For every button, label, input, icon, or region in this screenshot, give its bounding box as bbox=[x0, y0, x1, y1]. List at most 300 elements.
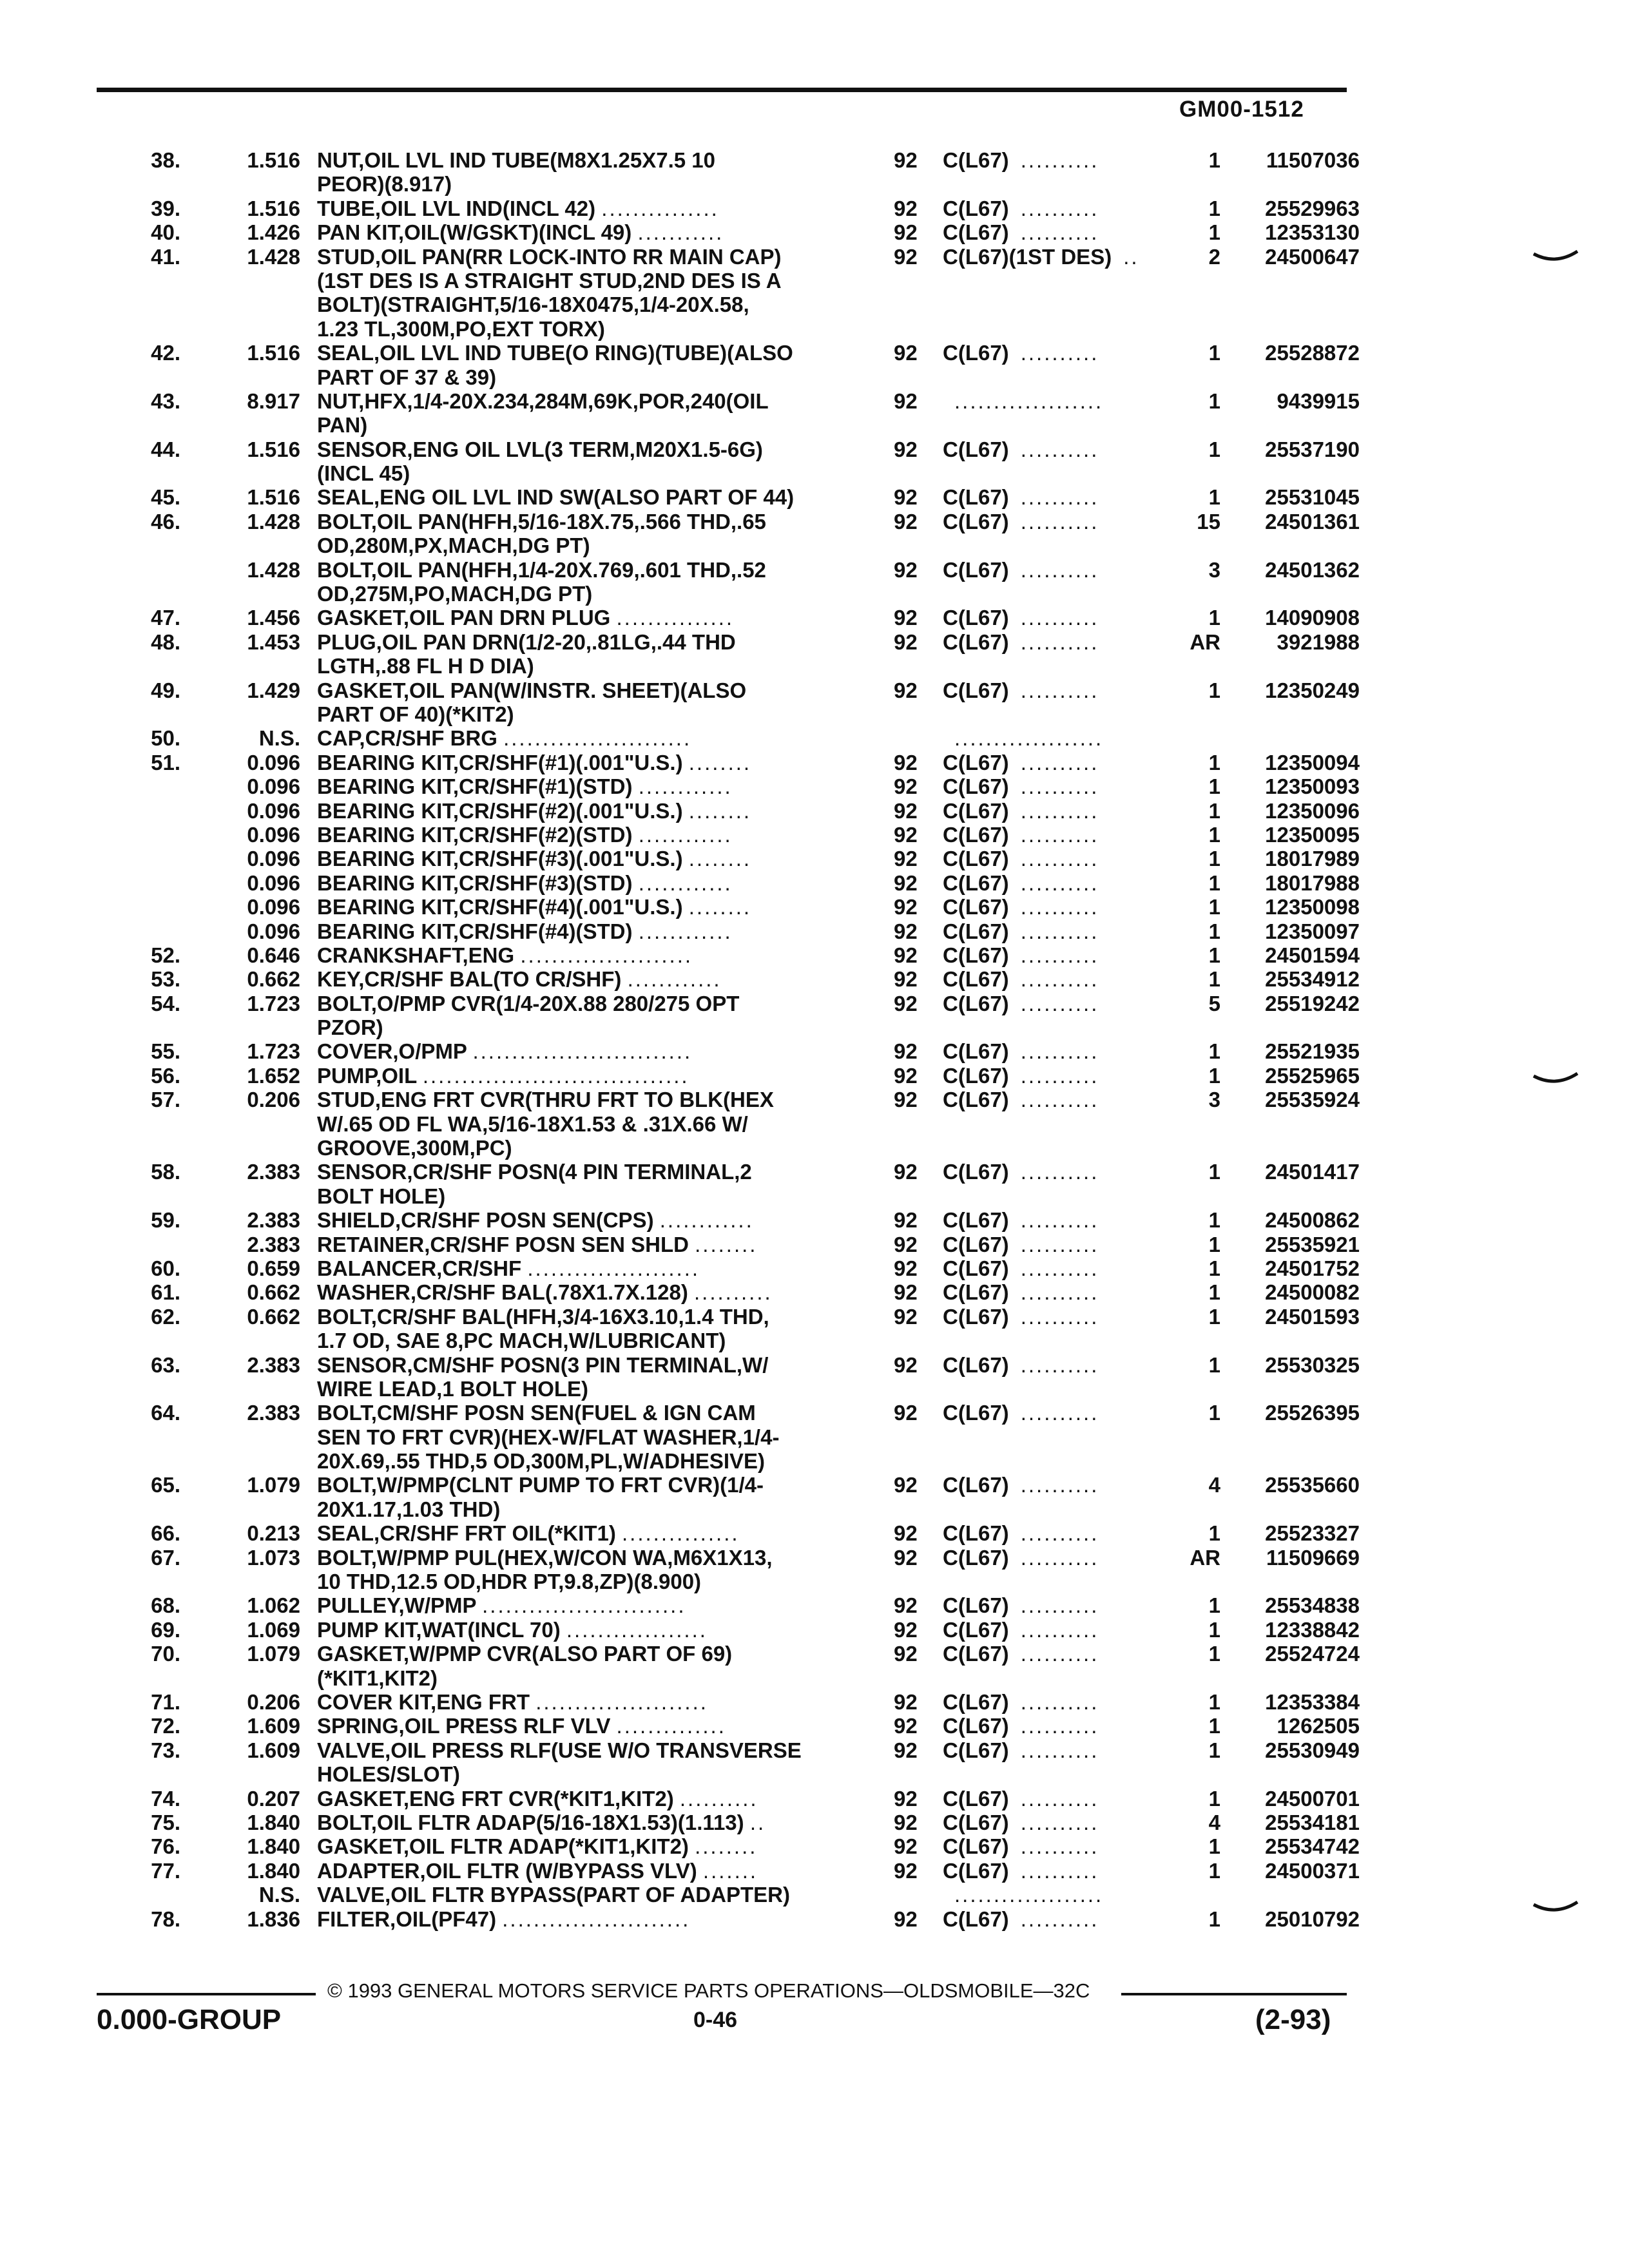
group-number: 1.516 bbox=[247, 437, 300, 461]
part-detail: OD,275M,PO,MACH,DG PT) bbox=[317, 582, 593, 606]
part-name: GASKET bbox=[317, 606, 403, 630]
leader-dots: ............ bbox=[638, 774, 733, 799]
part-detail: ,CR/SHF FRT OIL(*KIT1) bbox=[374, 1521, 616, 1546]
part-description bbox=[317, 1473, 764, 1497]
leader-dots: .......... bbox=[1020, 196, 1099, 220]
part-name: SENSOR bbox=[317, 437, 407, 461]
part-detail: PART OF 40)(*KIT2) bbox=[317, 702, 514, 726]
model-year: 92 bbox=[894, 1642, 918, 1666]
part-description bbox=[317, 992, 739, 1015]
leader-dots: .......... bbox=[1020, 774, 1099, 799]
group-number: 0.662 bbox=[247, 1280, 300, 1305]
group-number: N.S. bbox=[258, 1883, 300, 1907]
part-number: 25010792 bbox=[1265, 1907, 1360, 1931]
part-detail: WIRE LEAD,1 BOLT HOLE) bbox=[317, 1376, 589, 1401]
part-detail: 1.7 OD, SAE 8,PC MACH,W/LUBRICANT) bbox=[317, 1329, 726, 1353]
application-code: C(L67) bbox=[943, 557, 1009, 582]
application bbox=[943, 1256, 1099, 1280]
part-detail: OD,280M,PX,MACH,DG PT) bbox=[317, 533, 590, 558]
leader-dots: .......... bbox=[1020, 1738, 1099, 1762]
application bbox=[943, 1762, 954, 1786]
part-row bbox=[0, 413, 1629, 437]
part-detail: PART OF 37 & 39) bbox=[317, 365, 497, 389]
application bbox=[943, 197, 1099, 220]
part-description bbox=[317, 510, 766, 533]
ref-number: 73. bbox=[151, 1738, 180, 1762]
application-code: C(L67) bbox=[943, 1858, 1009, 1883]
part-name: BEARING KIT bbox=[317, 774, 453, 799]
group-number: 1.652 bbox=[247, 1063, 300, 1088]
part-description bbox=[317, 1039, 692, 1063]
quantity: 1 bbox=[1208, 389, 1220, 413]
leader-dots: .......... bbox=[1020, 1617, 1099, 1642]
ref-number: 43. bbox=[151, 389, 180, 413]
part-name: STUD bbox=[317, 244, 375, 269]
part-name: SEAL bbox=[317, 341, 374, 365]
model-year: 92 bbox=[894, 919, 918, 943]
application-code: C(L67) bbox=[943, 1401, 1009, 1425]
part-detail: ,OIL PRESS RLF(USE W/O TRANSVERSE bbox=[385, 1738, 802, 1762]
part-description bbox=[317, 461, 410, 485]
part-number: 24501362 bbox=[1265, 557, 1360, 582]
part-name: GASKET bbox=[317, 1786, 403, 1811]
part-name: PUMP KIT bbox=[317, 1617, 416, 1642]
quantity: 1 bbox=[1208, 1256, 1220, 1280]
application bbox=[943, 389, 1103, 413]
part-row bbox=[0, 751, 1629, 774]
part-detail: ,W/PMP(CLNT PUMP TO FRT CVR)(1/4- bbox=[371, 1473, 764, 1497]
part-name: BOLT bbox=[317, 991, 371, 1015]
part-row bbox=[0, 726, 1629, 750]
part-detail: ,CR/SHF(#2)(.001"U.S.) bbox=[452, 798, 683, 823]
part-detail: HOLES/SLOT) bbox=[317, 1762, 460, 1787]
model-year: 92 bbox=[894, 220, 918, 245]
application-code: C(L67) bbox=[943, 196, 1009, 220]
ref-number: 57. bbox=[151, 1088, 180, 1112]
ref-number: 47. bbox=[151, 606, 180, 630]
part-name: COVER bbox=[317, 1039, 393, 1064]
leader-dots: .......... bbox=[1020, 1401, 1099, 1425]
application-code: C(L67) bbox=[943, 1039, 1009, 1064]
part-name: SEAL bbox=[317, 1521, 374, 1546]
part-detail: BOLT HOLE) bbox=[317, 1184, 446, 1208]
application bbox=[943, 1642, 1099, 1666]
part-description bbox=[317, 919, 733, 943]
quantity: 1 bbox=[1208, 1160, 1220, 1184]
part-detail: ,CR/SHF BRG bbox=[359, 726, 497, 751]
part-description bbox=[317, 751, 751, 774]
application bbox=[943, 823, 1099, 847]
group-number: 1.428 bbox=[247, 244, 300, 269]
application bbox=[943, 702, 954, 726]
application-code: C(L67) bbox=[943, 1642, 1009, 1666]
ref-number: 55. bbox=[151, 1039, 180, 1064]
part-name: PLUG bbox=[317, 629, 376, 654]
ref-number: 44. bbox=[151, 437, 180, 461]
part-detail: ,OIL FLTR ADAP(5/16-18X1.53)(1.113) bbox=[371, 1810, 744, 1834]
part-number: 25531045 bbox=[1265, 485, 1360, 510]
leader-dots: ............... bbox=[622, 1521, 740, 1546]
group-number: 0.096 bbox=[247, 774, 300, 799]
part-row bbox=[0, 823, 1629, 847]
application bbox=[943, 895, 1099, 919]
part-description bbox=[317, 1280, 773, 1304]
model-year: 92 bbox=[894, 798, 918, 823]
part-detail: ,CR/SHF BAL(.78X1.7X.128) bbox=[410, 1280, 688, 1305]
part-number: 24500082 bbox=[1265, 1280, 1360, 1305]
part-row bbox=[0, 1184, 1629, 1208]
part-description bbox=[317, 895, 751, 919]
quantity: 1 bbox=[1208, 919, 1220, 943]
model-year: 92 bbox=[894, 1039, 918, 1064]
quantity: 1 bbox=[1208, 1280, 1220, 1305]
application-code: C(L67) bbox=[943, 1304, 1009, 1329]
part-number: 12353384 bbox=[1265, 1690, 1360, 1714]
part-number: 25524724 bbox=[1265, 1642, 1360, 1666]
part-description bbox=[317, 726, 691, 750]
group-number: 0.096 bbox=[247, 847, 300, 871]
quantity: 1 bbox=[1208, 148, 1220, 172]
model-year: 92 bbox=[894, 1545, 918, 1570]
part-name: BEARING KIT bbox=[317, 919, 453, 943]
application bbox=[943, 558, 1099, 582]
application-code: C(L67) bbox=[943, 895, 1009, 919]
leader-dots: ........ bbox=[695, 1834, 758, 1859]
ref-number: 48. bbox=[151, 629, 180, 654]
application bbox=[943, 1401, 1099, 1425]
part-description bbox=[317, 1883, 790, 1907]
part-detail: ,CR/SHF(#1)(.001"U.S.) bbox=[452, 750, 683, 774]
application-code: C(L67) bbox=[943, 509, 1009, 533]
quantity: 1 bbox=[1208, 1617, 1220, 1642]
part-row bbox=[0, 510, 1629, 533]
application bbox=[943, 365, 954, 389]
model-year: 92 bbox=[894, 1690, 918, 1714]
group-number: 0.662 bbox=[247, 967, 300, 992]
leader-dots: .. bbox=[1123, 244, 1139, 269]
application bbox=[943, 1834, 1099, 1858]
model-year: 92 bbox=[894, 1063, 918, 1088]
application bbox=[943, 799, 1099, 823]
part-number: 25535921 bbox=[1265, 1232, 1360, 1256]
part-name: COVER KIT bbox=[317, 1690, 431, 1714]
group-number: 1.840 bbox=[247, 1834, 300, 1859]
ref-number: 69. bbox=[151, 1617, 180, 1642]
quantity: 1 bbox=[1208, 1304, 1220, 1329]
quantity: 1 bbox=[1208, 1786, 1220, 1811]
part-name: KEY bbox=[317, 967, 359, 992]
ref-number: 72. bbox=[151, 1714, 180, 1738]
ref-number: 50. bbox=[151, 726, 180, 751]
application-code: C(L67) bbox=[943, 1352, 1009, 1377]
part-description bbox=[317, 1353, 768, 1377]
model-year: 92 bbox=[894, 196, 918, 220]
application bbox=[943, 1233, 1099, 1256]
leader-dots: ............ bbox=[659, 1208, 754, 1233]
part-description bbox=[317, 1666, 438, 1690]
leader-dots: .......... bbox=[1020, 1642, 1099, 1666]
part-number: 3921988 bbox=[1277, 629, 1360, 654]
quantity: 1 bbox=[1208, 822, 1220, 847]
part-number: 9439915 bbox=[1277, 389, 1360, 413]
part-number: 12350249 bbox=[1265, 678, 1360, 702]
ref-number: 54. bbox=[151, 991, 180, 1015]
part-name: PULLEY bbox=[317, 1593, 399, 1618]
part-number: 24501593 bbox=[1265, 1304, 1360, 1329]
part-detail: ,OIL PAN(HFH,5/16-18X.75,.566 THD,.65 bbox=[371, 509, 766, 533]
part-row bbox=[0, 1859, 1629, 1883]
part-name: BEARING KIT bbox=[317, 847, 453, 871]
part-description bbox=[317, 1859, 758, 1883]
part-name: CRANKSHAFT bbox=[317, 943, 463, 967]
leader-dots: .................................. bbox=[422, 1063, 689, 1088]
group-number: 0.096 bbox=[247, 870, 300, 895]
quantity: 15 bbox=[1197, 509, 1220, 533]
part-row bbox=[0, 1064, 1629, 1088]
application-code: C(L67) bbox=[943, 774, 1009, 799]
part-number: 25521935 bbox=[1265, 1039, 1360, 1064]
application bbox=[943, 1787, 1099, 1811]
model-year: 92 bbox=[894, 1473, 918, 1497]
application bbox=[943, 1305, 1099, 1329]
leader-dots: .................. bbox=[566, 1617, 708, 1642]
application bbox=[943, 1883, 1103, 1907]
part-row bbox=[0, 943, 1629, 967]
application-code: C(L67) bbox=[943, 1714, 1009, 1738]
part-row bbox=[0, 1834, 1629, 1858]
application bbox=[943, 533, 954, 557]
part-description bbox=[317, 389, 769, 413]
model-year: 92 bbox=[894, 1714, 918, 1738]
leader-dots: .......... bbox=[1020, 991, 1099, 1015]
part-number: 25528872 bbox=[1265, 341, 1360, 365]
part-row bbox=[0, 1039, 1629, 1063]
model-year: 92 bbox=[894, 847, 918, 871]
model-year: 92 bbox=[894, 1617, 918, 1642]
part-number: 12353130 bbox=[1265, 220, 1360, 245]
quantity: 1 bbox=[1208, 1714, 1220, 1738]
part-row bbox=[0, 1473, 1629, 1497]
part-detail: ,OIL LVL IND TUBE(M8X1.25X7.5 10 bbox=[358, 148, 716, 172]
group-number: N.S. bbox=[258, 726, 300, 751]
part-detail: ,ENG FRT CVR(*KIT1,KIT2) bbox=[403, 1786, 674, 1811]
part-row bbox=[0, 871, 1629, 895]
part-number: 12338842 bbox=[1265, 1617, 1360, 1642]
application bbox=[943, 1497, 954, 1521]
part-detail: W/.65 OD FL WA,5/16-18X1.53 & .31X.66 W/ bbox=[317, 1111, 748, 1136]
quantity: 1 bbox=[1208, 1593, 1220, 1618]
application-code: C(L67) bbox=[943, 1545, 1009, 1570]
part-detail: ,OIL PAN(W/INSTR. SHEET)(ALSO bbox=[403, 678, 747, 702]
part-detail: PZOR) bbox=[317, 1015, 383, 1040]
part-row bbox=[0, 1593, 1629, 1617]
part-row bbox=[0, 1401, 1629, 1425]
part-row bbox=[0, 437, 1629, 461]
part-name: SHIELD bbox=[317, 1208, 396, 1233]
leader-dots: ............ bbox=[627, 967, 722, 992]
part-row bbox=[0, 1136, 1629, 1160]
application bbox=[943, 992, 1099, 1015]
part-name: BOLT bbox=[317, 1545, 371, 1570]
part-description bbox=[317, 654, 534, 678]
group-number: 1.840 bbox=[247, 1810, 300, 1834]
application bbox=[943, 919, 1099, 943]
part-description bbox=[317, 1570, 701, 1593]
part-number: 18017988 bbox=[1265, 870, 1360, 895]
part-detail: ,O/PMP bbox=[392, 1039, 467, 1064]
model-year: 92 bbox=[894, 629, 918, 654]
part-number: 25534912 bbox=[1265, 967, 1360, 992]
model-year: 92 bbox=[894, 389, 918, 413]
part-number: 11507036 bbox=[1266, 148, 1360, 172]
part-detail: ,HFX,1/4-20X.234,284M,69K,POR,240(OIL bbox=[358, 389, 769, 413]
part-detail: ,OIL FLTR ADAP(*KIT1,KIT2) bbox=[403, 1834, 689, 1859]
leader-dots: .......... bbox=[1020, 943, 1099, 967]
part-description bbox=[317, 1112, 748, 1136]
part-detail: ,CR/SHF(#4)(STD) bbox=[452, 919, 633, 943]
model-year: 92 bbox=[894, 750, 918, 774]
part-description bbox=[317, 245, 782, 269]
part-row bbox=[0, 461, 1629, 485]
application bbox=[943, 1666, 954, 1690]
part-description bbox=[317, 558, 766, 582]
ref-number: 61. bbox=[151, 1280, 180, 1305]
quantity: 1 bbox=[1208, 1907, 1220, 1931]
part-description bbox=[317, 1618, 708, 1642]
part-row bbox=[0, 1112, 1629, 1136]
leader-dots: ............ bbox=[638, 919, 733, 943]
quantity: 3 bbox=[1208, 557, 1220, 582]
part-row bbox=[0, 365, 1629, 389]
part-detail: ,CM/SHF POSN SEN(FUEL & IGN CAM bbox=[371, 1401, 756, 1425]
part-detail: ,ENG FRT CVR(THRU FRT TO BLK(HEX bbox=[374, 1088, 774, 1112]
part-row bbox=[0, 1642, 1629, 1666]
leader-dots: ............................ bbox=[472, 1039, 693, 1064]
part-number: 12350093 bbox=[1265, 774, 1360, 799]
part-name: NUT bbox=[317, 148, 359, 172]
leader-dots: ........ bbox=[695, 1232, 758, 1256]
leader-dots: .......... bbox=[1020, 798, 1099, 823]
leader-dots: ........ bbox=[688, 750, 752, 774]
part-number: 25535660 bbox=[1265, 1473, 1360, 1497]
application-code: C(L67) bbox=[943, 220, 1009, 245]
part-row bbox=[0, 485, 1629, 509]
group-number: 1.426 bbox=[247, 220, 300, 245]
application bbox=[943, 1859, 1099, 1883]
part-description bbox=[317, 1811, 766, 1834]
ref-number: 63. bbox=[151, 1352, 180, 1377]
quantity: 1 bbox=[1208, 1738, 1220, 1762]
leader-dots: ........ bbox=[688, 895, 752, 919]
part-name: BOLT bbox=[317, 1810, 371, 1834]
model-year: 92 bbox=[894, 943, 918, 967]
model-year: 92 bbox=[894, 774, 918, 799]
leader-dots: .......... bbox=[1020, 606, 1099, 630]
application bbox=[943, 510, 1099, 533]
part-detail: GROOVE,300M,PC) bbox=[317, 1136, 512, 1160]
margin-mark bbox=[1532, 250, 1579, 267]
application bbox=[943, 172, 954, 196]
group-number: 0.206 bbox=[247, 1088, 300, 1112]
leader-dots: .............. bbox=[616, 1714, 726, 1738]
application bbox=[943, 1136, 954, 1160]
application-code: C(L67) bbox=[943, 1907, 1009, 1931]
application-code: C(L67) bbox=[943, 606, 1009, 630]
quantity: 1 bbox=[1208, 1039, 1220, 1064]
part-row bbox=[0, 967, 1629, 991]
part-number: 1262505 bbox=[1277, 1714, 1360, 1738]
leader-dots: .......... bbox=[1020, 678, 1099, 702]
application bbox=[943, 1690, 1099, 1714]
part-detail: ,O/PMP CVR(1/4-20X.88 280/275 OPT bbox=[371, 991, 740, 1015]
part-number: 24500371 bbox=[1265, 1858, 1360, 1883]
part-detail: ,W/PMP bbox=[398, 1593, 476, 1618]
part-description bbox=[317, 1762, 460, 1786]
leader-dots: ................... bbox=[954, 1883, 1104, 1907]
group-number: 0.662 bbox=[247, 1304, 300, 1329]
group-number: 0.646 bbox=[247, 943, 300, 967]
part-row bbox=[0, 1546, 1629, 1570]
quantity: 1 bbox=[1208, 1232, 1220, 1256]
top-rule bbox=[97, 88, 1347, 92]
part-detail: ,CR/SHF(#4)(.001"U.S.) bbox=[452, 895, 683, 919]
leader-dots: .......... bbox=[1020, 509, 1099, 533]
application bbox=[943, 1473, 1099, 1497]
part-name: BEARING KIT bbox=[317, 798, 453, 823]
part-description bbox=[317, 1714, 726, 1738]
ref-number: 56. bbox=[151, 1063, 180, 1088]
application bbox=[943, 1160, 1099, 1184]
quantity: 1 bbox=[1208, 774, 1220, 799]
application bbox=[943, 943, 1099, 967]
group-number: 0.096 bbox=[247, 919, 300, 943]
part-row bbox=[0, 606, 1629, 629]
part-name: GASKET bbox=[317, 1834, 403, 1859]
part-name: GASKET bbox=[317, 1642, 403, 1666]
application bbox=[943, 1039, 1099, 1063]
application bbox=[943, 1064, 1099, 1088]
quantity: 1 bbox=[1208, 220, 1220, 245]
leader-dots: .......... bbox=[1020, 847, 1099, 871]
part-detail: ,ENG OIL LVL(3 TERM,M20X1.5-6G) bbox=[407, 437, 763, 461]
part-description bbox=[317, 1546, 773, 1570]
model-year: 92 bbox=[894, 1858, 918, 1883]
part-detail: (*KIT1,KIT2) bbox=[317, 1666, 438, 1690]
model-year: 92 bbox=[894, 1304, 918, 1329]
part-detail: ,CR/SHF(#1)(STD) bbox=[452, 774, 633, 799]
part-row bbox=[0, 702, 1629, 726]
part-description bbox=[317, 293, 749, 316]
leader-dots: .. bbox=[749, 1810, 766, 1834]
ref-number: 58. bbox=[151, 1160, 180, 1184]
ref-number: 65. bbox=[151, 1473, 180, 1497]
model-year: 92 bbox=[894, 1352, 918, 1377]
part-description bbox=[317, 1064, 689, 1088]
part-detail: ,ENG bbox=[462, 943, 515, 967]
application-code: C(L67) bbox=[943, 1690, 1009, 1714]
group-label: 0.000-GROUP bbox=[97, 2004, 282, 2035]
application bbox=[943, 1353, 1099, 1377]
quantity: 1 bbox=[1208, 870, 1220, 895]
model-year: 92 bbox=[894, 557, 918, 582]
part-row bbox=[0, 1305, 1629, 1329]
application bbox=[943, 269, 954, 293]
part-detail: ,OIL LVL IND TUBE(O RING)(TUBE)(ALSO bbox=[374, 341, 793, 365]
group-number: 2.383 bbox=[247, 1208, 300, 1233]
leader-dots: ...................... bbox=[527, 1256, 700, 1280]
application bbox=[943, 1449, 954, 1473]
part-detail: ,OIL FLTR (W/BYPASS VLV) bbox=[419, 1858, 697, 1883]
